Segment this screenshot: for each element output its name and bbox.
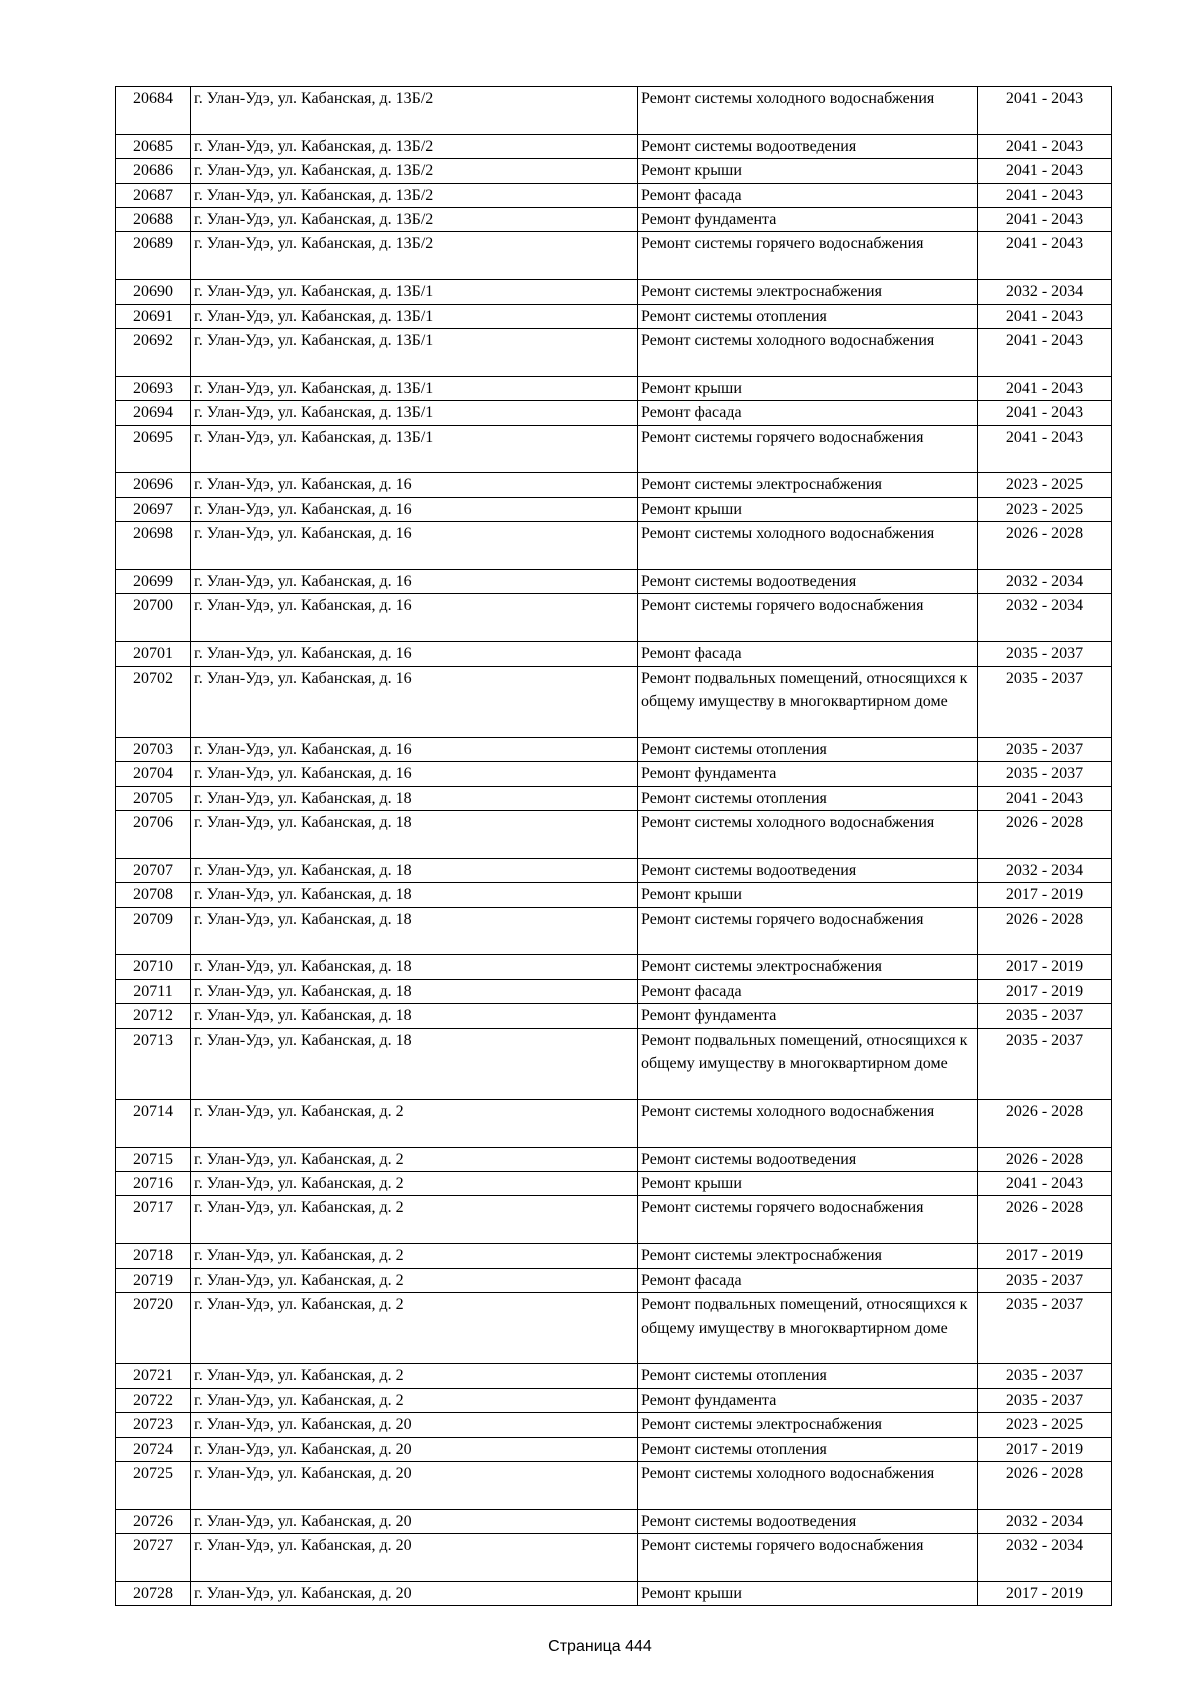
- row-number: 20707: [116, 858, 191, 882]
- row-period: 2017 - 2019: [978, 883, 1112, 907]
- row-period: 2032 - 2034: [978, 1509, 1112, 1533]
- row-number: 20695: [116, 425, 191, 473]
- row-work-type: Ремонт системы горячего водоснабжения: [638, 425, 978, 473]
- table-row: [116, 1268, 1112, 1292]
- row-period: 2041 - 2043: [978, 183, 1112, 207]
- row-period: 2041 - 2043: [978, 304, 1112, 328]
- row-number: 20686: [116, 159, 191, 183]
- table-row: [116, 280, 1112, 304]
- table-row: [116, 1413, 1112, 1437]
- row-address: г. Улан-Удэ, ул. Кабанская, д. 18: [191, 811, 638, 859]
- row-number: 20709: [116, 907, 191, 955]
- row-address: г. Улан-Удэ, ул. Кабанская, д. 13Б/2: [191, 232, 638, 280]
- row-period: 2023 - 2025: [978, 497, 1112, 521]
- row-number: 20706: [116, 811, 191, 859]
- row-address: г. Улан-Удэ, ул. Кабанская, д. 2: [191, 1364, 638, 1388]
- table-row: [116, 883, 1112, 907]
- row-address: г. Улан-Удэ, ул. Кабанская, д. 16: [191, 594, 638, 642]
- row-number: 20725: [116, 1461, 191, 1509]
- row-address: г. Улан-Удэ, ул. Кабанская, д. 20: [191, 1461, 638, 1509]
- row-address: г. Улан-Удэ, ул. Кабанская, д. 18: [191, 858, 638, 882]
- row-period: 2041 - 2043: [978, 159, 1112, 183]
- table-row: [116, 1388, 1112, 1412]
- row-period: 2035 - 2037: [978, 1004, 1112, 1028]
- row-number: 20705: [116, 786, 191, 810]
- row-work-type: Ремонт системы горячего водоснабжения: [638, 232, 978, 280]
- row-number: 20702: [116, 666, 191, 737]
- row-work-type: Ремонт системы холодного водоснабжения: [638, 522, 978, 570]
- row-work-type: Ремонт системы водоотведения: [638, 1509, 978, 1533]
- row-work-type: Ремонт системы электроснабжения: [638, 1244, 978, 1268]
- row-period: 2041 - 2043: [978, 232, 1112, 280]
- table-row: [116, 1004, 1112, 1028]
- row-work-type: Ремонт подвальных помещений, относящихся к общему имуществу в многоквартирном доме: [638, 1293, 978, 1364]
- row-address: г. Улан-Удэ, ул. Кабанская, д. 18: [191, 883, 638, 907]
- row-work-type: Ремонт системы водоотведения: [638, 570, 978, 594]
- row-work-type: Ремонт системы электроснабжения: [638, 955, 978, 979]
- row-number: 20704: [116, 762, 191, 786]
- row-number: 20688: [116, 208, 191, 232]
- row-work-type: Ремонт системы горячего водоснабжения: [638, 1534, 978, 1582]
- table-row: [116, 159, 1112, 183]
- row-address: г. Улан-Удэ, ул. Кабанская, д. 13Б/2: [191, 183, 638, 207]
- row-work-type: Ремонт фасада: [638, 401, 978, 425]
- row-period: 2017 - 2019: [978, 1581, 1112, 1605]
- row-address: г. Улан-Удэ, ул. Кабанская, д. 16: [191, 762, 638, 786]
- row-address: г. Улан-Удэ, ул. Кабанская, д. 16: [191, 497, 638, 521]
- table-row: [116, 979, 1112, 1003]
- row-address: г. Улан-Удэ, ул. Кабанская, д. 13Б/2: [191, 87, 638, 135]
- row-address: г. Улан-Удэ, ул. Кабанская, д. 20: [191, 1534, 638, 1582]
- row-work-type: Ремонт системы отопления: [638, 737, 978, 761]
- row-number: 20722: [116, 1388, 191, 1412]
- row-number: 20691: [116, 304, 191, 328]
- row-work-type: Ремонт системы отопления: [638, 786, 978, 810]
- row-work-type: Ремонт системы холодного водоснабжения: [638, 87, 978, 135]
- row-number: 20690: [116, 280, 191, 304]
- row-period: 2041 - 2043: [978, 208, 1112, 232]
- row-work-type: Ремонт крыши: [638, 159, 978, 183]
- row-number: 20703: [116, 737, 191, 761]
- row-work-type: Ремонт крыши: [638, 1172, 978, 1196]
- row-period: 2035 - 2037: [978, 1364, 1112, 1388]
- row-address: г. Улан-Удэ, ул. Кабанская, д. 18: [191, 979, 638, 1003]
- row-address: г. Улан-Удэ, ул. Кабанская, д. 13Б/2: [191, 159, 638, 183]
- row-address: г. Улан-Удэ, ул. Кабанская, д. 20: [191, 1509, 638, 1533]
- row-address: г. Улан-Удэ, ул. Кабанская, д. 16: [191, 737, 638, 761]
- row-number: 20714: [116, 1099, 191, 1147]
- row-work-type: Ремонт системы горячего водоснабжения: [638, 907, 978, 955]
- row-number: 20693: [116, 376, 191, 400]
- row-address: г. Улан-Удэ, ул. Кабанская, д. 13Б/2: [191, 208, 638, 232]
- row-period: 2017 - 2019: [978, 1244, 1112, 1268]
- row-number: 20727: [116, 1534, 191, 1582]
- row-address: г. Улан-Удэ, ул. Кабанская, д. 2: [191, 1244, 638, 1268]
- row-number: 20719: [116, 1268, 191, 1292]
- row-address: г. Улан-Удэ, ул. Кабанская, д. 2: [191, 1196, 638, 1244]
- table-body: [116, 87, 1112, 1606]
- row-address: г. Улан-Удэ, ул. Кабанская, д. 2: [191, 1293, 638, 1364]
- row-work-type: Ремонт фундамента: [638, 1004, 978, 1028]
- row-period: 2035 - 2037: [978, 642, 1112, 666]
- row-period: 2023 - 2025: [978, 473, 1112, 497]
- row-address: г. Улан-Удэ, ул. Кабанская, д. 13Б/1: [191, 401, 638, 425]
- row-work-type: Ремонт системы электроснабжения: [638, 280, 978, 304]
- row-number: 20720: [116, 1293, 191, 1364]
- row-period: 2035 - 2037: [978, 666, 1112, 737]
- row-period: 2041 - 2043: [978, 329, 1112, 377]
- table-row: [116, 594, 1112, 642]
- row-period: 2032 - 2034: [978, 280, 1112, 304]
- row-period: 2026 - 2028: [978, 1461, 1112, 1509]
- row-number: 20726: [116, 1509, 191, 1533]
- row-work-type: Ремонт крыши: [638, 497, 978, 521]
- row-work-type: Ремонт подвальных помещений, относящихся к общему имуществу в многоквартирном доме: [638, 1028, 978, 1099]
- row-address: г. Улан-Удэ, ул. Кабанская, д. 13Б/1: [191, 376, 638, 400]
- table-row: [116, 1172, 1112, 1196]
- row-number: 20699: [116, 570, 191, 594]
- row-period: 2035 - 2037: [978, 1388, 1112, 1412]
- row-period: 2026 - 2028: [978, 522, 1112, 570]
- row-number: 20698: [116, 522, 191, 570]
- table-row: [116, 762, 1112, 786]
- row-period: 2041 - 2043: [978, 425, 1112, 473]
- table-row: [116, 522, 1112, 570]
- row-address: г. Улан-Удэ, ул. Кабанская, д. 2: [191, 1147, 638, 1171]
- table-row: [116, 642, 1112, 666]
- row-address: г. Улан-Удэ, ул. Кабанская, д. 13Б/1: [191, 329, 638, 377]
- table-row: [116, 1534, 1112, 1582]
- row-work-type: Ремонт системы горячего водоснабжения: [638, 594, 978, 642]
- row-address: г. Улан-Удэ, ул. Кабанская, д. 13Б/1: [191, 425, 638, 473]
- row-address: г. Улан-Удэ, ул. Кабанская, д. 16: [191, 570, 638, 594]
- row-number: 20687: [116, 183, 191, 207]
- row-number: 20710: [116, 955, 191, 979]
- row-address: г. Улан-Удэ, ул. Кабанская, д. 18: [191, 1028, 638, 1099]
- table-row: [116, 955, 1112, 979]
- row-period: 2026 - 2028: [978, 1147, 1112, 1171]
- table-row: [116, 1581, 1112, 1605]
- row-address: г. Улан-Удэ, ул. Кабанская, д. 16: [191, 522, 638, 570]
- row-period: 2035 - 2037: [978, 1028, 1112, 1099]
- row-work-type: Ремонт системы отопления: [638, 1437, 978, 1461]
- row-period: 2035 - 2037: [978, 1293, 1112, 1364]
- table-row: [116, 1461, 1112, 1509]
- row-number: 20724: [116, 1437, 191, 1461]
- row-number: 20697: [116, 497, 191, 521]
- row-period: 2017 - 2019: [978, 979, 1112, 1003]
- table-row: [116, 208, 1112, 232]
- row-address: г. Улан-Удэ, ул. Кабанская, д. 2: [191, 1388, 638, 1412]
- table-row: [116, 811, 1112, 859]
- row-period: 2035 - 2037: [978, 1268, 1112, 1292]
- table-row: [116, 1028, 1112, 1099]
- row-number: 20715: [116, 1147, 191, 1171]
- table-row: [116, 907, 1112, 955]
- row-number: 20701: [116, 642, 191, 666]
- row-work-type: Ремонт системы водоотведения: [638, 858, 978, 882]
- row-address: г. Улан-Удэ, ул. Кабанская, д. 20: [191, 1413, 638, 1437]
- row-work-type: Ремонт системы отопления: [638, 1364, 978, 1388]
- table-row: [116, 786, 1112, 810]
- table-row: [116, 183, 1112, 207]
- row-address: г. Улан-Удэ, ул. Кабанская, д. 2: [191, 1268, 638, 1292]
- table-row: [116, 1437, 1112, 1461]
- table-row: [116, 570, 1112, 594]
- row-period: 2032 - 2034: [978, 1534, 1112, 1582]
- row-number: 20700: [116, 594, 191, 642]
- row-work-type: Ремонт системы горячего водоснабжения: [638, 1196, 978, 1244]
- row-period: 2041 - 2043: [978, 376, 1112, 400]
- row-work-type: Ремонт фасада: [638, 979, 978, 1003]
- row-period: 2035 - 2037: [978, 762, 1112, 786]
- row-work-type: Ремонт фундамента: [638, 1388, 978, 1412]
- table-row: [116, 858, 1112, 882]
- table-row: [116, 1147, 1112, 1171]
- table-row: [116, 666, 1112, 737]
- row-number: 20711: [116, 979, 191, 1003]
- row-number: 20718: [116, 1244, 191, 1268]
- row-number: 20708: [116, 883, 191, 907]
- row-work-type: Ремонт фундамента: [638, 762, 978, 786]
- row-period: 2032 - 2034: [978, 594, 1112, 642]
- row-address: г. Улан-Удэ, ул. Кабанская, д. 20: [191, 1581, 638, 1605]
- table-row: [116, 1196, 1112, 1244]
- table-row: [116, 1099, 1112, 1147]
- table-row: [116, 425, 1112, 473]
- table-row: [116, 329, 1112, 377]
- row-work-type: Ремонт крыши: [638, 1581, 978, 1605]
- row-work-type: Ремонт фасада: [638, 183, 978, 207]
- row-number: 20728: [116, 1581, 191, 1605]
- table-row: [116, 87, 1112, 135]
- row-number: 20685: [116, 134, 191, 158]
- row-period: 2026 - 2028: [978, 811, 1112, 859]
- row-address: г. Улан-Удэ, ул. Кабанская, д. 20: [191, 1437, 638, 1461]
- row-number: 20712: [116, 1004, 191, 1028]
- row-number: 20692: [116, 329, 191, 377]
- row-address: г. Улан-Удэ, ул. Кабанская, д. 18: [191, 1004, 638, 1028]
- row-work-type: Ремонт системы водоотведения: [638, 1147, 978, 1171]
- row-address: г. Улан-Удэ, ул. Кабанская, д. 16: [191, 666, 638, 737]
- row-work-type: Ремонт системы отопления: [638, 304, 978, 328]
- row-address: г. Улан-Удэ, ул. Кабанская, д. 18: [191, 786, 638, 810]
- row-period: 2041 - 2043: [978, 1172, 1112, 1196]
- row-address: г. Улан-Удэ, ул. Кабанская, д. 13Б/2: [191, 134, 638, 158]
- row-address: г. Улан-Удэ, ул. Кабанская, д. 16: [191, 642, 638, 666]
- table-row: [116, 1509, 1112, 1533]
- row-period: 2041 - 2043: [978, 134, 1112, 158]
- row-work-type: Ремонт системы водоотведения: [638, 134, 978, 158]
- row-work-type: Ремонт фасада: [638, 642, 978, 666]
- row-period: 2035 - 2037: [978, 737, 1112, 761]
- row-work-type: Ремонт крыши: [638, 376, 978, 400]
- row-work-type: Ремонт фундамента: [638, 208, 978, 232]
- row-number: 20717: [116, 1196, 191, 1244]
- table-row: [116, 376, 1112, 400]
- row-work-type: Ремонт системы электроснабжения: [638, 1413, 978, 1437]
- row-period: 2023 - 2025: [978, 1413, 1112, 1437]
- row-address: г. Улан-Удэ, ул. Кабанская, д. 2: [191, 1172, 638, 1196]
- row-address: г. Улан-Удэ, ул. Кабанская, д. 18: [191, 955, 638, 979]
- row-work-type: Ремонт системы холодного водоснабжения: [638, 811, 978, 859]
- row-period: 2041 - 2043: [978, 401, 1112, 425]
- table-row: [116, 1293, 1112, 1364]
- row-work-type: Ремонт системы холодного водоснабжения: [638, 1099, 978, 1147]
- row-number: 20689: [116, 232, 191, 280]
- table-row: [116, 497, 1112, 521]
- row-work-type: Ремонт подвальных помещений, относящихся к общему имуществу в многоквартирном доме: [638, 666, 978, 737]
- table-row: [116, 737, 1112, 761]
- row-address: г. Улан-Удэ, ул. Кабанская, д. 16: [191, 473, 638, 497]
- row-number: 20716: [116, 1172, 191, 1196]
- row-address: г. Улан-Удэ, ул. Кабанская, д. 2: [191, 1099, 638, 1147]
- table-row: [116, 232, 1112, 280]
- table-row: [116, 401, 1112, 425]
- row-period: 2017 - 2019: [978, 955, 1112, 979]
- row-period: 2026 - 2028: [978, 1099, 1112, 1147]
- row-work-type: Ремонт крыши: [638, 883, 978, 907]
- table-row: [116, 473, 1112, 497]
- row-work-type: Ремонт фасада: [638, 1268, 978, 1292]
- row-number: 20694: [116, 401, 191, 425]
- row-address: г. Улан-Удэ, ул. Кабанская, д. 13Б/1: [191, 304, 638, 328]
- table-row: [116, 134, 1112, 158]
- row-work-type: Ремонт системы электроснабжения: [638, 473, 978, 497]
- table-row: [116, 1364, 1112, 1388]
- row-work-type: Ремонт системы холодного водоснабжения: [638, 1461, 978, 1509]
- page-number: Страница 444: [548, 1638, 652, 1655]
- row-number: 20721: [116, 1364, 191, 1388]
- row-number: 20723: [116, 1413, 191, 1437]
- row-period: 2026 - 2028: [978, 907, 1112, 955]
- row-work-type: Ремонт системы холодного водоснабжения: [638, 329, 978, 377]
- row-number: 20684: [116, 87, 191, 135]
- row-address: г. Улан-Удэ, ул. Кабанская, д. 18: [191, 907, 638, 955]
- row-period: 2026 - 2028: [978, 1196, 1112, 1244]
- row-period: 2032 - 2034: [978, 570, 1112, 594]
- repair-schedule-table: [115, 86, 1112, 1606]
- row-number: 20713: [116, 1028, 191, 1099]
- row-period: 2017 - 2019: [978, 1437, 1112, 1461]
- row-period: 2041 - 2043: [978, 786, 1112, 810]
- row-period: 2041 - 2043: [978, 87, 1112, 135]
- table-row: [116, 304, 1112, 328]
- row-period: 2032 - 2034: [978, 858, 1112, 882]
- row-number: 20696: [116, 473, 191, 497]
- table-row: [116, 1244, 1112, 1268]
- row-address: г. Улан-Удэ, ул. Кабанская, д. 13Б/1: [191, 280, 638, 304]
